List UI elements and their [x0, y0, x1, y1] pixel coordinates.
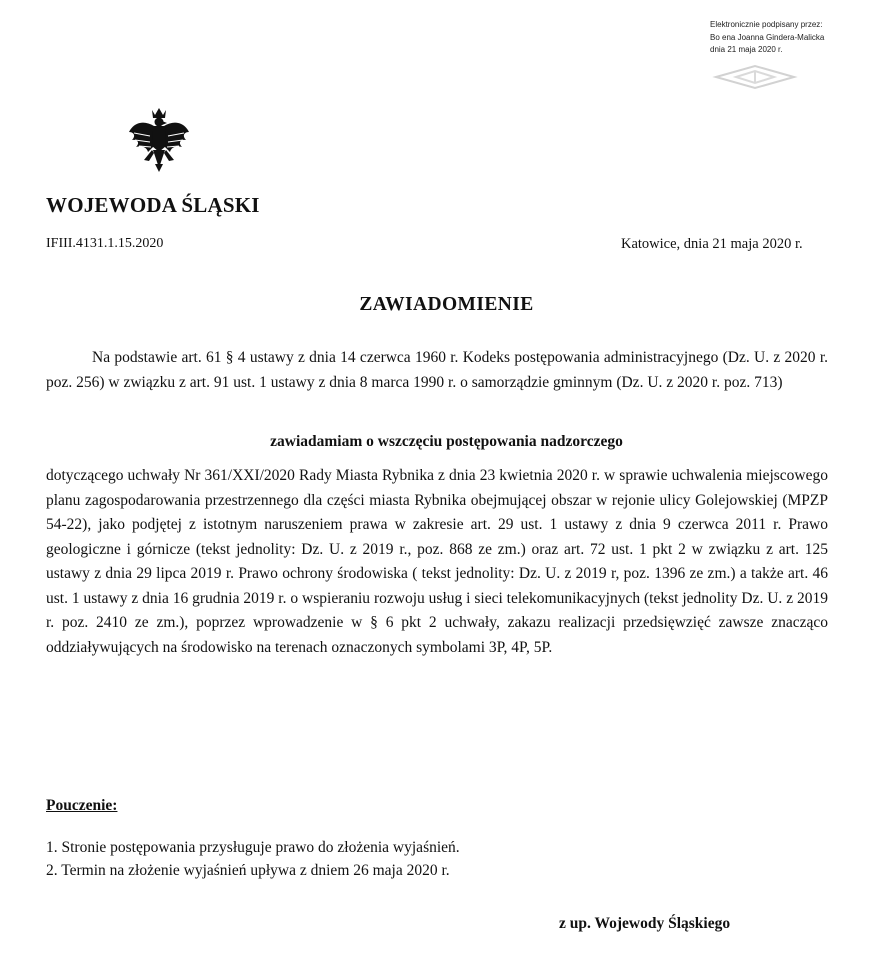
instructions-heading: Pouczenie: [46, 797, 118, 814]
legal-basis-paragraph: Na podstawie art. 61 § 4 ustawy z dnia 14 czerwca 1960 r. Kodeks postępowania administracyjnego (Dz. U. z 2020 r. poz. 256) w związku z art. 91 ust. 1 ustawy z dnia 8 marca 1990 r. o samorządzie gminnym (Dz. U. z 2020 r. poz. 713) [46, 349, 828, 391]
proceedings-details-paragraph: dotyczącego uchwały Nr 361/XXI/2020 Rady Miasta Rybnika z dnia 23 kwietnia 2020 r. w sprawie uchwalenia miejscowego planu zagospodarowania przestrzennego dla części miasta Rybnika obejmującej obszar w rejonie ulicy Golejowskiej (MPZP 54-22), jako podjętej z istotnym naruszeniem prawa w zakresie art. 29 ust. 1 ustawy z dnia 9 czerwca 2011 r. Prawo geologiczne i górnicze (tekst jednolity: Dz. U. z 2019 r., poz. 868 ze zm.) oraz art. 72 ust. 1 pkt 2 w związku z art. 125 ustawy z dnia 29 lipca 2019 r. Prawo ochrony środowiska ( tekst jednolity: Dz. U. z 2019 r, poz. 1396 ze zm.) a także art. 46 ust. 1 ustawy z dnia 16 grudnia 2019 r. o wspieraniu rozwoju usług i sieci telekomunikacyjnych (tekst jednolity Dz. U. z 2019 r. poz. 2410 ze zm.), poprzez wprowadzenie w § 6 pkt 2 uchwały, zakazu realizacji przedsięwzięć zawsze znacząco oddziaływujących na środowisko na terenach oznaczonych symbolami 3P, 4P, 5P. [46, 467, 828, 656]
place-and-date: Katowice, dnia 21 maja 2020 r. [621, 236, 803, 252]
notification-statement: zawiadamiam o wszczęciu postępowania nadzorczego [270, 433, 623, 450]
document-title: ZAWIADOMIENIE [359, 294, 534, 315]
eagle-emblem-icon [126, 106, 192, 174]
list-item: 2. Termin na złożenie wyjaśnień upływa z dniem 26 maja 2020 r. [46, 862, 450, 879]
signoff: z up. Wojewody Śląskiego [559, 915, 731, 932]
signature-line-2: Bo ena Joanna Gindera-Malicka [710, 32, 825, 42]
authority-heading: WOJEWODA ŚLĄSKI [46, 193, 260, 217]
signature-line-1: Elektronicznie podpisany przez: [710, 20, 823, 29]
list-item: 1. Stronie postępowania przysługuje prawo do złożenia wyjaśnień. [46, 839, 460, 856]
signature-line-3: dnia 21 maja 2020 r. [710, 45, 783, 54]
reference-number: IFIII.4131.1.15.2020 [46, 236, 164, 251]
instructions-list [46, 836, 460, 882]
signature-stamp-icon [710, 64, 800, 90]
